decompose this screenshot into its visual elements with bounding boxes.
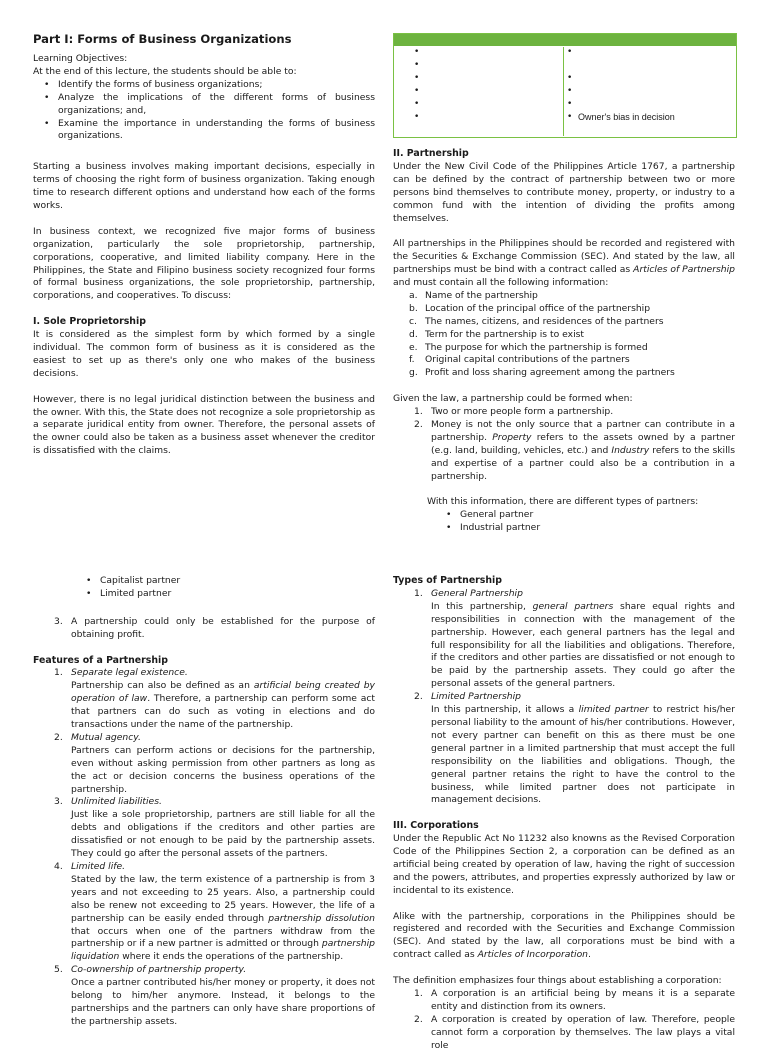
- given-law-text: Given the law, a partnership could be formed when:: [393, 393, 633, 405]
- features-heading: Features of a Partnership: [33, 654, 168, 666]
- partner-types-list-bottom: [33, 575, 375, 601]
- sole-proprietorship-heading: I. Sole Proprietorship: [33, 316, 146, 328]
- partnership-info-list: [393, 290, 735, 380]
- info-item: e. The purpose for which the partnership is formed: [409, 341, 648, 353]
- info-item: g. Profit and loss sharing agreement among the partners: [409, 367, 675, 379]
- types-of-partnership-heading: Types of Partnership: [393, 575, 502, 586]
- sole-paragraph-1: It is considered as the simplest form by which formed by a single individual. The common form of business as it is considered as the easiest to set up as there's only one who makes of the business decisions.: [33, 329, 375, 379]
- formed-item: 2. Money is not the only source that a partner can contribute in a partnership. Property refers to the assets owned by a partner (e.g. land, building, vehicles, etc.) and Industry refers to the skills and expertise of a partner could also be a contribution in a partnership.: [414, 419, 736, 482]
- features-list: [33, 667, 375, 1028]
- formed-when-list: [393, 406, 735, 483]
- partner-type-item: • Limited partner: [75, 588, 375, 601]
- pros-cons-table: [393, 33, 737, 138]
- info-item: f. Original capital contributions of the partners: [409, 354, 630, 366]
- corp-point-item: 1. A corporation is an artificial being by means it is a separate entity and distinction from its owners.: [414, 987, 735, 1012]
- partnership-type-item: 2. Limited Partnership In this partnership, it allows a limited partner to restrict his/her personal liability to the amount of his/her contributions. However, not every partner can benefit on this as there must be one general partner in a limited partnership that must accept the full responsibility on the liabilities and obligations. Though, the general partner retains the right to have the control to the business, while limited partner does not participate in management decisions.: [414, 691, 735, 806]
- objective-item: • Identify the forms of business organizations;: [33, 79, 375, 92]
- intro-paragraph-1: Starting a business involves making important decisions, especially in terms of choosing the right form of business organization. Taking enough time to research different options and understand how each of the forms works.: [33, 161, 375, 212]
- corp-definition-intro: The definition emphasizes four things about establishing a corporation:: [393, 975, 722, 987]
- partnership-paragraph-1: Under the New Civil Code of the Philippines Article 1767, a partnership can be defined by the contract of partnership between two or more persons bind themselves to contribute money, property, or industry to a common fund with the intention of dividing the profits among themselves.: [393, 160, 735, 224]
- feature-item: 5. Co-ownership of partnership property. Once a partner contributed his/her money or property, it does not belong to him/her anymore. Instead, it belongs to the partnerships and the partners can only have share proportions of the partnership assets.: [54, 964, 375, 1027]
- learning-objectives-label: Learning Objectives:: [33, 53, 128, 64]
- objective-item: • Examine the importance in understanding the forms of business organizations.: [33, 118, 375, 144]
- partnership-heading: II. Partnership: [393, 148, 469, 159]
- feature-item: 4. Limited life. Stated by the law, the term existence of a partnership is from 3 years and not exceeding to 25 years. Also, a partnership could also be renew not exceeding to 25 years. However, the life of a partnership can be easily ended through partnership dissolution that occurs when one of the partners withdraw from the partnership or if a new partner is admitted or through partnership liquidation where it ends the operations of the partnership.: [54, 861, 376, 963]
- table-header: [394, 34, 736, 46]
- right-column-top: [393, 148, 735, 535]
- corporations-heading: III. Corporations: [393, 820, 479, 832]
- partner-type-item: • Industrial partner: [435, 522, 735, 535]
- sole-paragraph-2: However, there is no legal juridical distinction between the business and the owner. With this, the State does not recognize a sole proprietorship as a separate juridical entity from owner. Therefore, the personal assets of the owner could also be taken as a business asset whenever the creditor is dissatisfied with the claims.: [33, 393, 375, 457]
- formed-item: 1. Two or more people form a partnership.: [414, 406, 614, 418]
- table-column-left: • • • • • •: [394, 47, 564, 136]
- formed-when-list-continued: [33, 616, 375, 642]
- partner-types-intro: With this information, there are different types of partners:: [427, 496, 699, 508]
- part-title: Part I: Forms of Business Organizations: [33, 32, 292, 46]
- right-column-bottom: [393, 575, 735, 1052]
- corp-point-item: 2. A corporation is created by operation of law. Therefore, people cannot form a corporation by themselves. The law plays a vital role: [414, 1013, 735, 1051]
- corp-paragraph-2: Alike with the partnership, corporations in the Philippines should be registered and recorded with the Securities and Exchange Commission (SEC). And stated by the law, all corporations must be bind with a contract called as Articles of Incorporation.: [393, 910, 735, 961]
- feature-item: 2. Mutual agency. Partners can perform actions or decisions for the partnership, even without asking permission from other partners as long as the act or decision concerns the business operations of the partnership.: [54, 731, 375, 795]
- formed-item: 3. A partnership could only be established for the purpose of obtaining profit.: [54, 615, 375, 640]
- partner-type-item: • Capitalist partner: [75, 575, 375, 588]
- info-item: b. Location of the principal office of the partnership: [409, 302, 651, 314]
- partnership-paragraph-2: All partnerships in the Philippines should be recorded and registered with the Securities & Exchange Commission (SEC). And stated by the law, all partnerships must be bind with a contract called as Articles of Partnership and must contain all the following information:: [393, 238, 735, 289]
- feature-item: 3. Unlimited liabilities. Just like a sole proprietorship, partners are still liable for all the debts and obligations if the creditors and other parties are dissatisfied or not enough to be paid by the partnership assets. They could go after the personal assets of the partners.: [54, 796, 375, 860]
- intro-paragraph-2: In business context, we recognized five major forms of business organization, particularly the sole proprietorship, partnership, corporations, cooperative, and limited liability company. Here in the Philippines, the State and Filipino business society recognized four forms of formal business organizations, the sole proprietorship, partnership, corporations, and cooperatives. To discuss:: [33, 225, 375, 302]
- objective-item: • Analyze the implications of the different forms of business organizations; and,: [33, 92, 375, 118]
- info-item: c. The names, citizens, and residences of the partners: [409, 315, 664, 327]
- corp-points-list: [393, 988, 735, 1052]
- partnership-types-list: [393, 588, 735, 807]
- objectives-list: [33, 79, 375, 144]
- table-column-right: • • • • • Owner's bias in decision: [567, 47, 675, 122]
- learning-intro: At the end of this lecture, the students should be able to:: [33, 65, 297, 77]
- left-column-bottom: [33, 575, 375, 1029]
- left-column-top: [33, 32, 375, 458]
- partner-type-item: • General partner: [435, 509, 735, 522]
- partner-types-list-top: [393, 509, 735, 535]
- corp-paragraph-1: Under the Republic Act No 11232 also knowns as the Revised Corporation Code of the Philippines Section 2, a corporation can be defined as an artificial being created by operation of law, having the right of succession and the powers, attributes, and properties expressly authorized by law or incidental to its existence.: [393, 833, 735, 896]
- info-item: a. Name of the partnership: [409, 289, 538, 301]
- partnership-type-item: 1. General Partnership In this partnership, general partners share equal rights and responsibilities in connection with the management of the partnership. However, each general partners has the legal and full responsibility for all the liabilities and obligations. Therefore, if the creditors and other parties are dissatisfied or not enough to be paid by the partnership assets. They could go after the personal assets of the general partners.: [414, 587, 735, 690]
- info-item: d. Term for the partnership is to exist: [409, 328, 585, 340]
- table-item-owner-bias: Owner's bias in decision: [578, 112, 675, 122]
- feature-item: 1. Separate legal existence. Partnership can also be defined as an artificial being created by operation of law. Therefore, a partnership can perform some act that partners can do such as voting in elections and do transactions under the name of the partnership.: [54, 667, 375, 731]
